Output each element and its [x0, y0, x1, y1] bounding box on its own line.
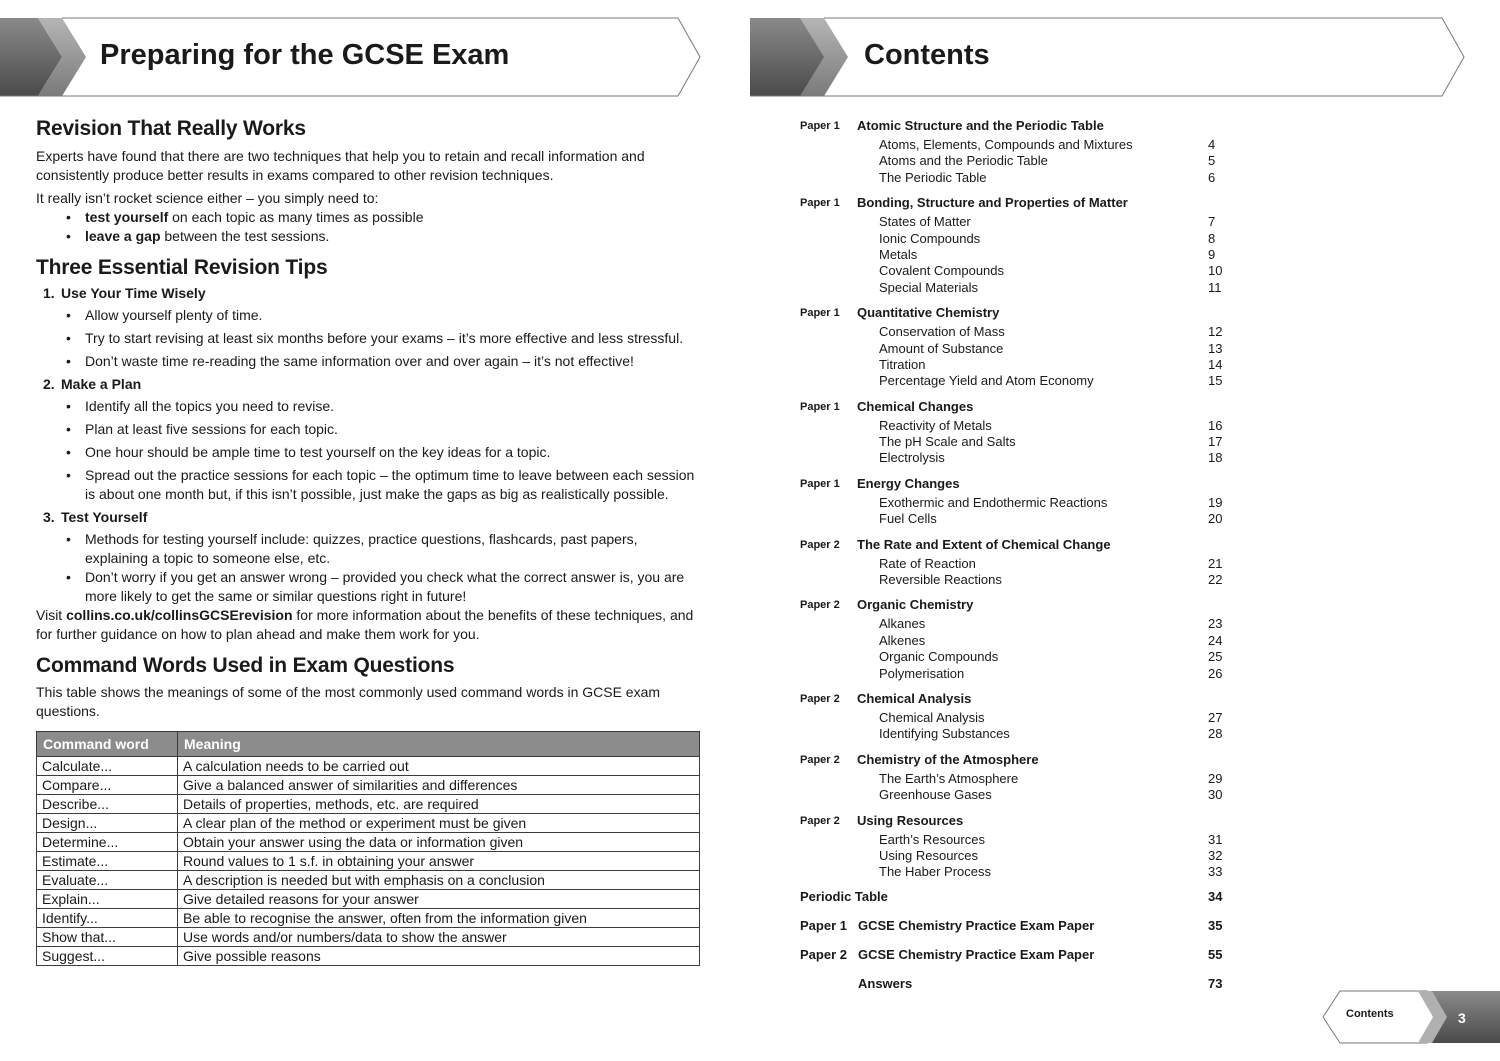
tip-bullet-text: Don’t waste time re-reading the same information over and over again – it’s not effective! [85, 353, 634, 369]
paper-label: Paper 2 [800, 946, 847, 962]
bullet-dot: • [66, 330, 71, 346]
extra-page: 73 [1208, 975, 1223, 991]
toc-entry-title: Identifying Substances [879, 726, 1010, 742]
meaning-cell: A clear plan of the method or experiment must be given [178, 814, 700, 833]
toc-extra-entry[interactable] [800, 889, 1240, 918]
bullet-dot: • [66, 569, 71, 585]
bullet-dot: • [66, 467, 71, 483]
toc-entry-title: Conservation of Mass [879, 324, 1005, 340]
toc-entry-page: 11 [1208, 279, 1222, 295]
toc-entry-title: Greenhouse Gases [879, 787, 992, 803]
toc-entry-page: 7 [1208, 214, 1216, 230]
toc-section [800, 398, 1240, 467]
tip-bullet [36, 352, 700, 371]
toc-entry[interactable] [800, 832, 1240, 848]
bullet-dot: • [66, 421, 71, 437]
toc-entry[interactable] [800, 556, 1240, 572]
toc-entry[interactable] [800, 231, 1240, 247]
paper-label: Paper 2 [800, 814, 840, 827]
toc-entry-page: 13 [1208, 340, 1223, 356]
toc-entry-title: The pH Scale and Salts [879, 434, 1016, 450]
page-number: 3 [1458, 1010, 1466, 1026]
revision-heading: Revision That Really Works [36, 117, 306, 140]
toc-entry-page: 17 [1208, 434, 1223, 450]
bullet-item [36, 227, 700, 246]
toc-entry-page: 33 [1208, 864, 1223, 880]
left-page-content [36, 117, 700, 966]
command-word-cell: Calculate... [37, 757, 178, 776]
command-word-cell: Suggest... [37, 947, 178, 966]
tip-bullet-text: Don’t worry if you get an answer wrong – provided you check what the correct answer is, you are more likely to get the same or similar questions right in future! [85, 569, 685, 604]
toc-entry[interactable] [800, 726, 1240, 742]
paper-label: Paper 1 [800, 477, 840, 490]
toc-section-head [800, 194, 1240, 214]
bullet-bold: leave a gap [85, 228, 161, 244]
tips-list [36, 284, 700, 606]
toc-entry-page: 18 [1208, 450, 1223, 466]
toc-entry-title: Using Resources [879, 847, 978, 863]
section-title: Using Resources [857, 812, 964, 828]
toc-entry-page: 30 [1208, 787, 1223, 803]
toc-entry-page: 5 [1208, 153, 1216, 169]
section-title: Chemical Analysis [857, 690, 972, 706]
meaning-cell: A description is needed but with emphasis on a conclusion [178, 871, 700, 890]
toc-section [800, 690, 1240, 743]
toc-section-head [800, 690, 1240, 710]
toc-entry-title: Exothermic and Endothermic Reactions [879, 494, 1108, 510]
toc-entry-page: 22 [1208, 572, 1223, 588]
tip-number: 2. [43, 376, 55, 392]
toc-entry-title: Reactivity of Metals [879, 417, 992, 433]
bullet-item [36, 208, 700, 227]
revision-lead: It really isn’t rocket science either – you simply need to: [36, 190, 379, 206]
toc-section [800, 596, 1240, 682]
tip-title-text: Use Your Time Wisely [61, 285, 206, 301]
meaning-cell: Give detailed reasons for your answer [178, 890, 700, 909]
section-title: Atomic Structure and the Periodic Table [857, 118, 1104, 133]
toc-entry-title: States of Matter [879, 214, 971, 230]
toc-section-head [800, 398, 1240, 418]
toc-entry-title: Rate of Reaction [879, 555, 976, 571]
toc-extra-entry[interactable] [800, 918, 1240, 947]
extra-page: 35 [1208, 917, 1223, 933]
toc-extras [800, 889, 1240, 1005]
toc-entry[interactable] [800, 495, 1240, 511]
toc-entry-title: Alkenes [879, 632, 926, 648]
toc-entry-page: 14 [1208, 356, 1223, 372]
toc-entry-page: 26 [1208, 665, 1223, 681]
paper-label: Paper 2 [800, 753, 840, 766]
tip-title [36, 284, 700, 303]
toc-entry-title: Chemical Analysis [879, 709, 985, 725]
toc-entry[interactable] [800, 450, 1240, 466]
paper-label: Paper 1 [800, 307, 840, 320]
toc-entry[interactable] [800, 247, 1240, 263]
table-row [37, 947, 700, 966]
toc-entry-title: Special Materials [879, 279, 978, 295]
toc-entry[interactable] [800, 848, 1240, 864]
section-title: The Rate and Extent of Chemical Change [857, 536, 1111, 552]
table-row [37, 871, 700, 890]
toc-entry-page: 8 [1208, 230, 1216, 246]
table-row [37, 814, 700, 833]
toc-entry-title: Fuel Cells [879, 511, 937, 527]
meaning-cell: Give a balanced answer of similarities and differences [178, 776, 700, 795]
toc-entry-page: 15 [1208, 373, 1223, 389]
section-title: Bonding, Structure and Properties of Matter [857, 195, 1128, 211]
toc-entry[interactable] [800, 771, 1240, 787]
meaning-cell: Use words and/or numbers/data to show the answer [178, 928, 700, 947]
bullet-dot: • [66, 353, 71, 369]
command-table [36, 731, 700, 966]
bullet-dot: • [66, 209, 71, 225]
tip-title-text: Make a Plan [61, 376, 142, 392]
toc-entry-page: 28 [1208, 726, 1223, 742]
toc-entry[interactable] [800, 710, 1240, 726]
contents-title: Contents [864, 39, 990, 71]
tip-title [36, 508, 700, 527]
command-intro: This table shows the meanings of some of the most commonly used command words in GCSE exam questions. [36, 684, 661, 719]
meaning-cell: Be able to recognise the answer, often from the information given [178, 909, 700, 928]
table-row [37, 890, 700, 909]
tip-bullet-text: Identify all the topics you need to revise. [85, 398, 335, 414]
tip-title [36, 375, 700, 394]
toc-section [800, 117, 1240, 186]
toc-entry[interactable] [800, 324, 1240, 340]
command-word-cell: Identify... [37, 909, 178, 928]
bullet-dot: • [66, 444, 71, 460]
extra-title: Answers [858, 975, 913, 991]
paper-label: Paper 1 [800, 197, 840, 210]
toc-entry-title: Percentage Yield and Atom Economy [879, 373, 1094, 389]
extra-title: GCSE Chemistry Practice Exam Paper [858, 946, 1095, 962]
meaning-cell: A calculation needs to be carried out [178, 757, 700, 776]
section-title: Chemical Changes [857, 398, 974, 414]
toc-entry[interactable] [800, 153, 1240, 169]
command-word-cell: Determine... [37, 833, 178, 852]
toc-entry[interactable] [800, 418, 1240, 434]
toc-section-head [800, 304, 1240, 324]
command-word-cell: Compare... [37, 776, 178, 795]
toc-section-head [800, 596, 1240, 616]
table-header-row [37, 732, 700, 757]
extra-title: GCSE Chemistry Practice Exam Paper [858, 917, 1095, 933]
toc-entry-page: 29 [1208, 770, 1223, 786]
command-table-body [37, 757, 700, 966]
paper-label: Paper 1 [800, 917, 847, 933]
toc-entry[interactable] [800, 137, 1240, 153]
toc-section [800, 475, 1240, 528]
toc-entry-page: 9 [1208, 246, 1216, 262]
toc-entry[interactable] [800, 511, 1240, 527]
toc-entry[interactable] [800, 341, 1240, 357]
toc-entry-page: 21 [1208, 555, 1223, 571]
toc-entry-page: 12 [1208, 324, 1223, 340]
visit-link[interactable]: collins.co.uk/collinsGCSErevision [66, 607, 293, 623]
toc-entry-page: 25 [1208, 649, 1223, 665]
toc-entry-title: Atoms, Elements, Compounds and Mixtures [879, 137, 1133, 152]
toc-section [800, 536, 1240, 589]
bullet-dot: • [66, 398, 71, 414]
page-title: Preparing for the GCSE Exam [100, 39, 510, 71]
toc-entry[interactable] [800, 649, 1240, 665]
toc-entry-page: 4 [1208, 137, 1216, 152]
contents-list [800, 117, 1240, 1005]
toc-entry[interactable] [800, 666, 1240, 682]
toc-section [800, 304, 1240, 390]
visit-post: for more information about the benefits of these techniques, and for further guidance on how to plan ahead and make them work for you. [36, 607, 694, 642]
table-row [37, 909, 700, 928]
tips-heading: Three Essential Revision Tips [36, 256, 328, 279]
table-row [37, 852, 700, 871]
table-row [37, 795, 700, 814]
toc-entry[interactable] [800, 280, 1240, 296]
meaning-cell: Obtain your answer using the data or information given [178, 833, 700, 852]
paper-label: Paper 2 [800, 599, 840, 612]
toc-entry-title: Ionic Compounds [879, 230, 981, 246]
toc-entry-title: Amount of Substance [879, 340, 1004, 356]
bullet-dot: • [66, 307, 71, 323]
tip-title-text: Test Yourself [61, 509, 148, 525]
revision-bullets [36, 208, 700, 246]
toc-section-head [800, 117, 1240, 137]
visit-pre: Visit [36, 607, 67, 623]
toc-section [800, 812, 1240, 881]
toc-entry[interactable] [800, 616, 1240, 632]
toc-entry-page: 10 [1208, 263, 1223, 279]
table-row [37, 833, 700, 852]
tip-bullet [36, 420, 700, 439]
banner-shape [750, 17, 1466, 97]
toc-section-head [800, 475, 1240, 495]
col-header-command: Command word [37, 732, 178, 757]
toc-entry[interactable] [800, 633, 1240, 649]
tip-bullet-text: Spread out the practice sessions for each topic – the optimum time to leave between each session is about one month but, if this isn’t possible, just make the gaps as big as realistically possible. [85, 467, 695, 502]
paper-label: Paper 1 [800, 120, 840, 132]
toc-entry[interactable] [800, 572, 1240, 588]
paper-label: Paper 2 [800, 538, 840, 551]
left-header-banner [0, 17, 702, 97]
toc-entry-page: 23 [1208, 616, 1223, 632]
bullet-dot: • [66, 531, 71, 547]
toc-entry[interactable] [800, 170, 1240, 186]
command-word-cell: Show that... [37, 928, 178, 947]
bullet-dot: • [66, 228, 71, 244]
toc-entry[interactable] [800, 263, 1240, 279]
toc-entry-title: Atoms and the Periodic Table [879, 153, 1048, 169]
command-word-cell: Explain... [37, 890, 178, 909]
tip-bullet [36, 466, 700, 504]
table-row [37, 776, 700, 795]
toc-entry[interactable] [800, 373, 1240, 389]
section-title: Energy Changes [857, 475, 960, 491]
right-header-banner [750, 17, 1466, 97]
toc-entry[interactable] [800, 864, 1240, 880]
tip-bullet [36, 530, 700, 568]
toc-entry-page: 32 [1208, 847, 1223, 863]
toc-entry-title: Covalent Compounds [879, 263, 1005, 279]
bullet-bold: test yourself [85, 209, 169, 225]
toc-entry[interactable] [800, 214, 1240, 230]
toc-entry-title: Reversible Reactions [879, 572, 1002, 588]
tip-bullet-text: Allow yourself plenty of time. [85, 307, 263, 323]
toc-entry-page: 20 [1208, 511, 1223, 527]
command-word-cell: Design... [37, 814, 178, 833]
tip-bullet [36, 568, 700, 606]
tip-bullet-text: One hour should be ample time to test yourself on the key ideas for a topic. [85, 444, 551, 460]
tip-number: 1. [43, 285, 55, 301]
toc-entry-title: Polymerisation [879, 665, 965, 681]
tip-bullet-text: Plan at least five sessions for each topic. [85, 421, 338, 437]
tip-bullet [36, 443, 700, 462]
toc-entry-title: Electrolysis [879, 450, 945, 466]
toc-section [800, 751, 1240, 804]
section-title: Organic Chemistry [857, 597, 974, 613]
paper-label: Paper 1 [800, 400, 840, 413]
toc-entry[interactable] [800, 434, 1240, 450]
toc-section-head [800, 536, 1240, 556]
tip-number: 3. [43, 509, 55, 525]
tip-bullet-text: Methods for testing yourself include: quizzes, practice questions, flashcards, past papers, explaining a topic to someone else, etc. [85, 531, 638, 566]
toc-entry-page: 6 [1208, 169, 1216, 185]
bullet-text: on each topic as many times as possible [168, 209, 424, 225]
visit-paragraph [36, 606, 700, 644]
toc-sections [800, 117, 1240, 881]
command-word-cell: Describe... [37, 795, 178, 814]
toc-entry-title: Metals [879, 246, 918, 262]
footer-label: Contents [1346, 1008, 1394, 1020]
toc-entry-title: Titration [879, 356, 926, 372]
toc-entry-title: Organic Compounds [879, 649, 999, 665]
toc-entry-title: The Haber Process [879, 864, 991, 880]
toc-entry-page: 16 [1208, 417, 1223, 433]
tip-bullet [36, 306, 700, 325]
toc-entry-page: 19 [1208, 494, 1223, 510]
bullet-text: between the test sessions. [160, 228, 330, 244]
meaning-cell: Give possible reasons [178, 947, 700, 966]
command-word-cell: Evaluate... [37, 871, 178, 890]
toc-section-head [800, 812, 1240, 832]
toc-entry-title: Alkanes [879, 616, 926, 632]
toc-entry-title: The Periodic Table [879, 169, 987, 185]
extra-page: 34 [1208, 888, 1223, 904]
extra-page: 55 [1208, 946, 1223, 962]
toc-entry-page: 24 [1208, 632, 1223, 648]
meaning-cell: Round values to 1 s.f. in obtaining your answer [178, 852, 700, 871]
command-heading: Command Words Used in Exam Questions [36, 654, 455, 677]
toc-extra-entry[interactable] [800, 976, 1240, 1005]
section-title: Chemistry of the Atmosphere [857, 751, 1039, 767]
toc-extra-entry[interactable] [800, 947, 1240, 976]
toc-section-head [800, 751, 1240, 771]
tip-bullet [36, 397, 700, 416]
page-footer-tab [1322, 990, 1500, 1044]
toc-entry[interactable] [800, 787, 1240, 803]
tip-bullet-text: Try to start revising at least six months before your exams – it’s more effective and less stressful. [85, 330, 684, 346]
meaning-cell: Details of properties, methods, etc. are required [178, 795, 700, 814]
toc-entry-title: Earth’s Resources [879, 831, 985, 847]
toc-entry[interactable] [800, 357, 1240, 373]
command-word-cell: Estimate... [37, 852, 178, 871]
toc-section [800, 194, 1240, 296]
col-header-meaning: Meaning [178, 732, 700, 757]
table-row [37, 757, 700, 776]
paper-label: Paper 2 [800, 692, 840, 705]
table-row [37, 928, 700, 947]
toc-entry-page: 31 [1208, 831, 1223, 847]
section-title: Quantitative Chemistry [857, 305, 1000, 321]
extra-title: Periodic Table [800, 888, 888, 904]
revision-intro: Experts have found that there are two techniques that help you to retain and recall information and consistently produce better results in exams compared to other revision techniques. [36, 148, 645, 183]
toc-entry-title: The Earth’s Atmosphere [879, 770, 1019, 786]
toc-entry-page: 27 [1208, 709, 1223, 725]
tip-bullet [36, 329, 700, 348]
